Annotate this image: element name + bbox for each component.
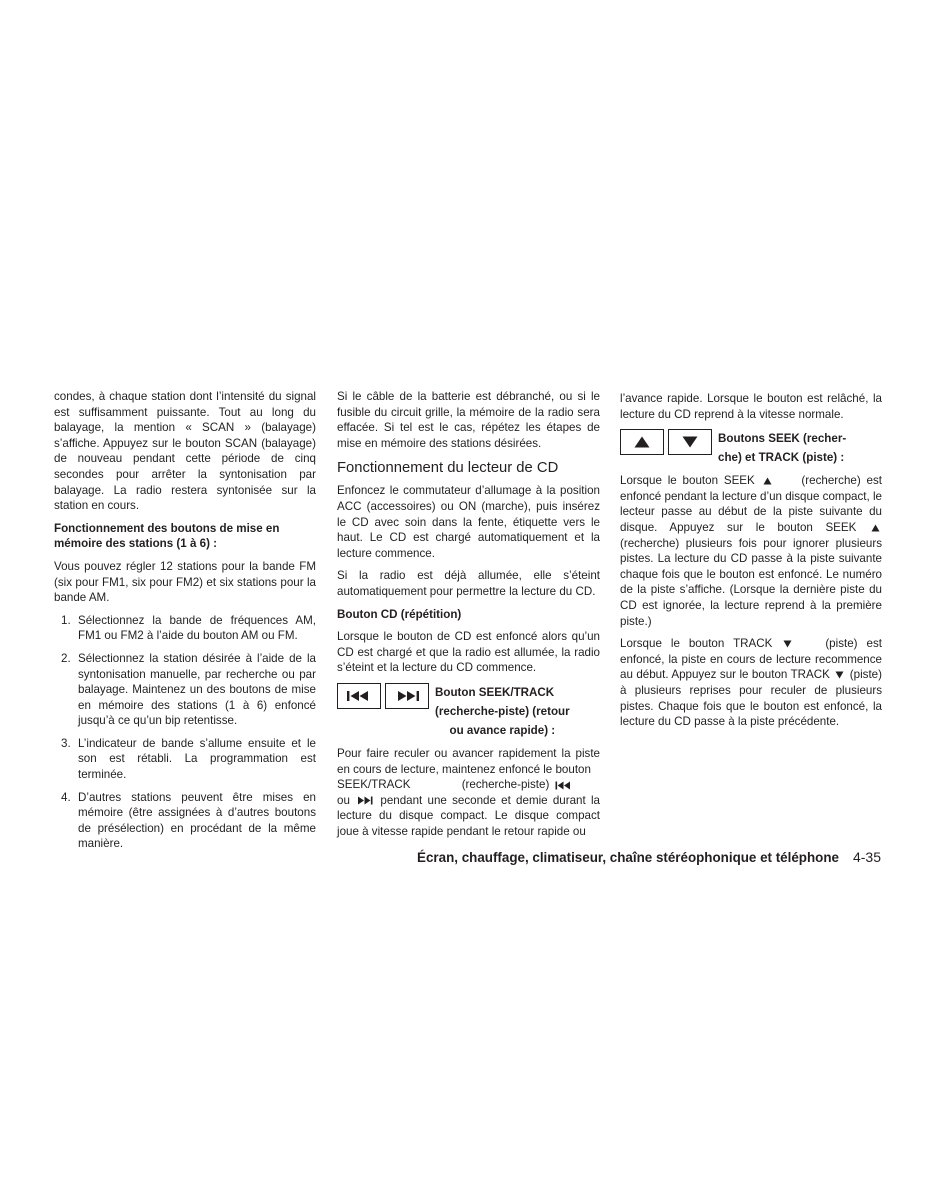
text-run: Lorsque le bouton SEEK <box>620 474 755 488</box>
seek-track-label-line: che) et TRACK (piste) : <box>718 451 845 465</box>
seek-track-label-line: Bouton SEEK/TRACK <box>435 685 555 699</box>
paragraph-track-button <box>620 636 882 730</box>
paragraph-radio-off: Si la radio est déjà allumée, elle s’éteint automatiquement pour permettre la lecture du CD. <box>337 569 600 598</box>
skip-back-button-graphic <box>337 683 381 709</box>
skip-forward-icon <box>394 690 420 702</box>
column-2 <box>337 389 600 839</box>
seek-track-button-figure <box>337 683 600 740</box>
list-item <box>54 613 316 644</box>
paragraph-seek-button <box>620 473 882 629</box>
list-item <box>54 790 316 852</box>
text-run: Lorsque le bouton TRACK <box>620 637 773 651</box>
skip-back-icon <box>346 690 372 702</box>
text-run: Pour faire reculer ou avancer rapidement la piste en cours de lecture, maintenez enfoncé le bouton <box>337 746 600 776</box>
step-number: 2. <box>61 651 71 665</box>
heading-cd-button: Bouton CD (répétition) <box>337 607 462 621</box>
up-triangle-icon <box>871 524 880 532</box>
paragraph-scan-continued: condes, à chaque station dont l’intensité du signal est suffisamment puissante. Tout au long du balayage, la mention « SCAN » (balayage) s’affiche. Appuyez sur le bouton SCAN (balayage) de nouveau pendant cette période de cinq secondes pour arrêter la syntonisation par balayage. La radio restera syntonisée sur la station en cours. <box>54 390 316 513</box>
down-triangle-icon <box>682 436 698 448</box>
text-run: (recherche-piste) <box>461 778 550 792</box>
text-run: ou <box>337 793 350 807</box>
page-number: 4-35 <box>852 849 881 865</box>
skip-forward-icon <box>357 796 373 805</box>
track-down-button-graphic <box>668 429 712 455</box>
down-triangle-icon <box>783 640 792 648</box>
down-triangle-icon <box>835 671 844 679</box>
text-run: (piste) est enfoncé, la piste en cours de lecture recommence au début. Appuyez sur le bouton TRACK <box>620 637 882 682</box>
step-text: D’autres stations peuvent être mises en mémoire (être assignées à d’autres boutons de présélection) en procédant de la même manière. <box>78 790 316 851</box>
text-run: pendant une seconde et demie durant la lecture du disque compact. Le disque compact joue à vitesse rapide pendant le retour rapide ou <box>337 793 600 838</box>
paragraph-battery-note: Si le câble de la batterie est débranché, ou si le fusible du circuit grille, la mémoire de la radio sera effacée. Si tel est le cas, répétez les étapes de mise en mémoire des stations désirées. <box>337 390 600 450</box>
step-text: Sélectionnez la bande de fréquences AM, FM1 ou FM2 à l’aide du bouton AM ou FM. <box>78 613 316 643</box>
step-number: 3. <box>61 736 71 750</box>
step-number: 1. <box>61 613 71 627</box>
seek-track-label-line: Boutons SEEK (recher- <box>718 432 847 446</box>
seek-track-label <box>433 683 570 740</box>
seek-track-label-line: ou avance rapide) : <box>449 723 556 737</box>
column-3 <box>620 391 882 737</box>
step-text: Sélectionnez la station désirée à l’aide de la syntonisation manuelle, par recherche ou par balayage. Maintenez un des boutons de mise en mémoire des stations (1 à 6) enfoncé jusqu’à ce qu’un bip retentisse. <box>78 651 316 728</box>
step-number: 4. <box>61 790 71 804</box>
list-item <box>54 651 316 729</box>
seek-track-label-line: (recherche-piste) (retour <box>435 704 570 718</box>
seek-track-buttons-label <box>716 429 846 467</box>
step-text: L’indicateur de bande s’allume ensuite et le son est rétabli. La programmation est terminée. <box>78 736 316 782</box>
text-run: (piste) à plusieurs reprises pour reculer de plusieurs pistes. Chaque fois que le bouton est enfoncé, la lecture du CD passe à la piste précédente. <box>620 668 882 729</box>
paragraph-cd-insert: Enfoncez le commutateur d’allumage à la position ACC (accessoires) ou ON (marche), puis insérez le CD avec soin dans la fente, étiquette vers le haut. Le CD est chargé automatiquement et la lecture commence. <box>337 484 600 560</box>
seek-track-arrows-figure <box>620 429 882 467</box>
text-run: (recherche) plusieurs fois pour ignorer plusieurs pistes. La lecture du CD passe à la piste suivante chaque fois que le bouton est enfoncé. Le numéro de la piste s’affiche. (Lorsque la dernière piste du CD est ignorée, la lecture reprend à la première piste.) <box>620 536 882 628</box>
preset-steps-list <box>54 613 316 852</box>
up-triangle-icon <box>763 477 772 485</box>
paragraph-cd-button: Lorsque le bouton de CD est enfoncé alors qu’un CD est chargé et que la radio est allumée, la radio s’éteint et la lecture du CD commence. <box>337 630 600 675</box>
paragraph-fast-seek-continued: l’avance rapide. Lorsque le bouton est relâché, la lecture du CD reprend à la vitesse normale. <box>620 392 882 421</box>
page-footer <box>417 849 881 865</box>
paragraph-preset-intro: Vous pouvez régler 12 stations pour la bande FM (six pour FM1, six pour FM2) et six stations pour la bande AM. <box>54 559 316 605</box>
chapter-title: Écran, chauffage, climatiseur, chaîne stéréophonique et téléphone <box>417 850 839 865</box>
up-triangle-icon <box>634 436 650 448</box>
section-title-cd-player: Fonctionnement du lecteur de CD <box>337 460 559 477</box>
seek-up-button-graphic <box>620 429 664 455</box>
heading-preset-buttons: Fonctionnement des boutons de mise en mémoire des stations (1 à 6) : <box>54 521 280 551</box>
skip-forward-button-graphic <box>385 683 429 709</box>
paragraph-fast-seek <box>337 746 600 840</box>
text-run: SEEK/TRACK <box>337 778 411 792</box>
list-item <box>54 736 316 783</box>
column-1 <box>54 389 316 859</box>
text-run: (recherche) est enfoncé pendant la lecture d’un disque compact, le lecteur passe au début de la piste suivante du disque. Appuyez sur le bouton SEEK <box>620 474 882 534</box>
skip-back-icon <box>555 781 571 790</box>
